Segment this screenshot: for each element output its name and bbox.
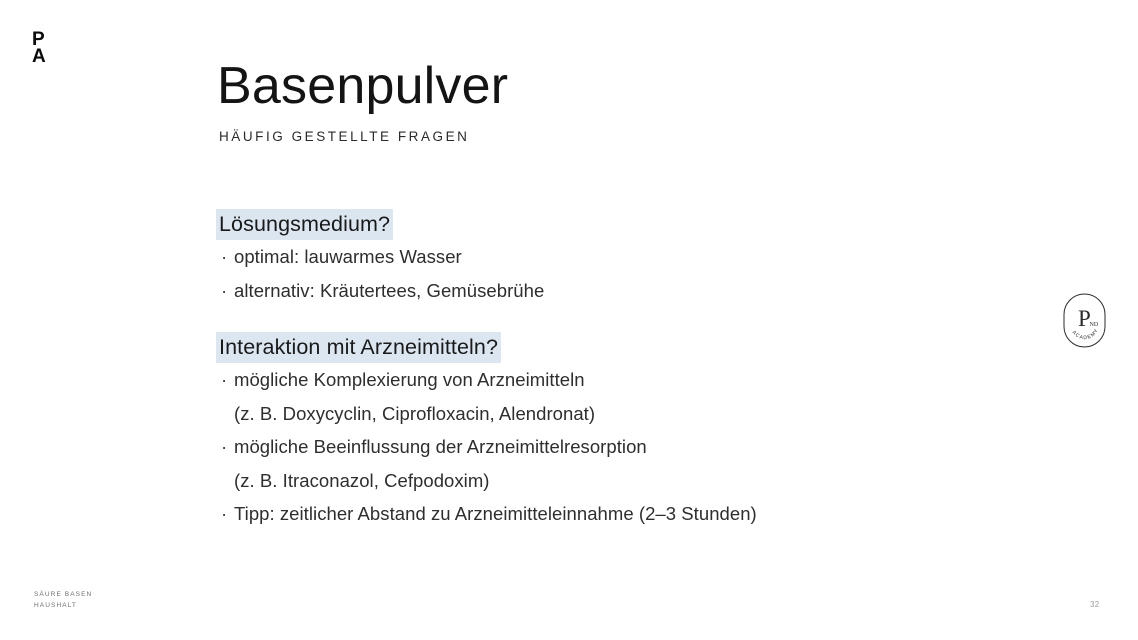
pa-monogram-logo (32, 31, 66, 65)
content-body (216, 209, 1036, 531)
list-item (216, 274, 1036, 308)
bullet-icon: · (221, 279, 228, 301)
list-item (216, 464, 1036, 498)
list-item (216, 363, 1036, 397)
list-item-text: mögliche Beeinflussung der Arzneimittelresorption (234, 436, 647, 457)
pa-monogram-line-1: P (32, 29, 45, 50)
footer-line-1: SÄURE BASEN (34, 591, 93, 598)
bullet-icon: · (221, 246, 228, 267)
bullet-icon: · (221, 503, 228, 524)
list-item (216, 397, 1036, 431)
academy-badge-logo (1063, 293, 1106, 348)
list-item-text: (z. B. Doxycyclin, Ciprofloxacin, Alendronat) (234, 402, 596, 424)
page-number: 32 (1090, 600, 1100, 609)
list-item-text: (z. B. Itraconazol, Cefpodoxim) (234, 469, 490, 491)
list-item (216, 497, 1036, 531)
pa-monogram-line-2: A (32, 46, 47, 67)
svg-text:ACADEMY: ACADEMY (1070, 327, 1101, 342)
list-item (216, 430, 1036, 464)
footer-line-2: HAUSHALT (34, 601, 77, 609)
page-subtitle: HÄUFIG GESTELLTE FRAGEN (219, 129, 470, 144)
list-item-text: mögliche Komplexierung von Arzneimitteln (234, 369, 585, 390)
list-item-text: optimal: lauwarmes Wasser (234, 246, 462, 267)
faq-heading-1: Lösungsmedium? (216, 209, 393, 240)
bullet-icon: · (221, 436, 228, 457)
list-item (216, 240, 1036, 274)
faq-section-2 (216, 332, 1036, 531)
list-item-text: Tipp: zeitlicher Abstand zu Arzneimitteleinnahme (2–3 Stunden) (234, 503, 757, 524)
bullet-icon: · (221, 369, 228, 390)
faq-answer-list-2 (216, 363, 1036, 531)
svg-text:P: P (1078, 306, 1091, 331)
page-title: Basenpulver (217, 57, 509, 115)
faq-heading-2: Interaktion mit Arzneimitteln? (216, 332, 501, 363)
academy-badge-icon (1063, 293, 1106, 348)
faq-section-1 (216, 209, 1036, 307)
footer-brand-text (34, 590, 92, 611)
faq-answer-list-1 (216, 240, 1036, 307)
list-item-text: alternativ: Kräutertees, Gemüsebrühe (234, 279, 545, 301)
svg-text:ND: ND (1089, 322, 1099, 328)
